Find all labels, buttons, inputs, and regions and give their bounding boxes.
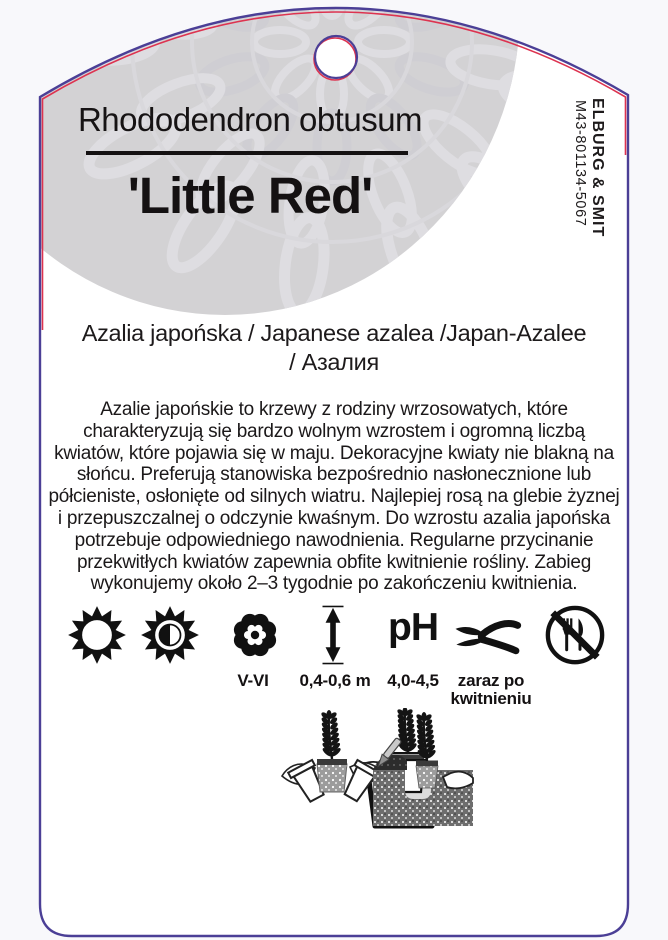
description-paragraph: Azalie japońskie to krzewy z rodziny wrzosowatych, które charakteryzują się bardzo wolnym wzrostem i ogromną liczbą kwiatów, które pojawia się w maju. Dekoracyjne kwiaty nie blakną na słońcu. Preferują stanowiska bezpośrednio nasłonecznione lub półcieniste, osłonięte od silnych wiatru. Najlepiej rosą na glebie żyznej i przepuszczalnej o odczynie kwaśnym. Do wzrostu azalia japońska potrzebuje odpowiedniego nawodnienia. Regularne przycinanie przekwitłych kwiatów zapewnia obfite kwitnienie rośliny. Zabieg wykonujemy około 2–3 tygodnie po zakończeniu kwitnienia. <box>48 399 620 595</box>
planting-steps-illustration <box>170 708 490 840</box>
cultivar-name: 'Little Red' <box>127 167 373 224</box>
hang-hole <box>314 36 357 80</box>
not-edible-icon <box>540 600 610 670</box>
species-name: Rhododendron obtusum <box>77 101 423 138</box>
flowering-month-label: V-VI <box>237 671 269 690</box>
producer-brand: ELBURG & SMIT <box>589 98 606 238</box>
partial-shade-icon <box>135 600 205 670</box>
producer-code-block <box>572 98 606 273</box>
pruning-time-label: zaraz po kwitnieniu <box>450 671 532 708</box>
step-unpot-illustration <box>282 710 382 804</box>
common-names-line2: / Азалия <box>289 349 379 375</box>
producer-number: M43-801134-5067 <box>572 100 588 227</box>
height-label: 0,4-0,6 m <box>299 671 371 690</box>
common-names <box>40 319 628 377</box>
pruning-shears-icon <box>452 600 522 670</box>
height-arrow-icon <box>298 600 368 670</box>
soil-ph-icon: pH <box>388 606 438 649</box>
ph-label: 4,0-4,5 <box>387 671 439 690</box>
flowering-month-icon <box>220 600 290 670</box>
title-divider <box>86 151 408 155</box>
common-names-line1: Azalia japońska / Japanese azalea /Japan-Azalee <box>81 320 587 346</box>
full-sun-icon <box>62 600 132 670</box>
step-plant-illustration <box>373 712 473 826</box>
